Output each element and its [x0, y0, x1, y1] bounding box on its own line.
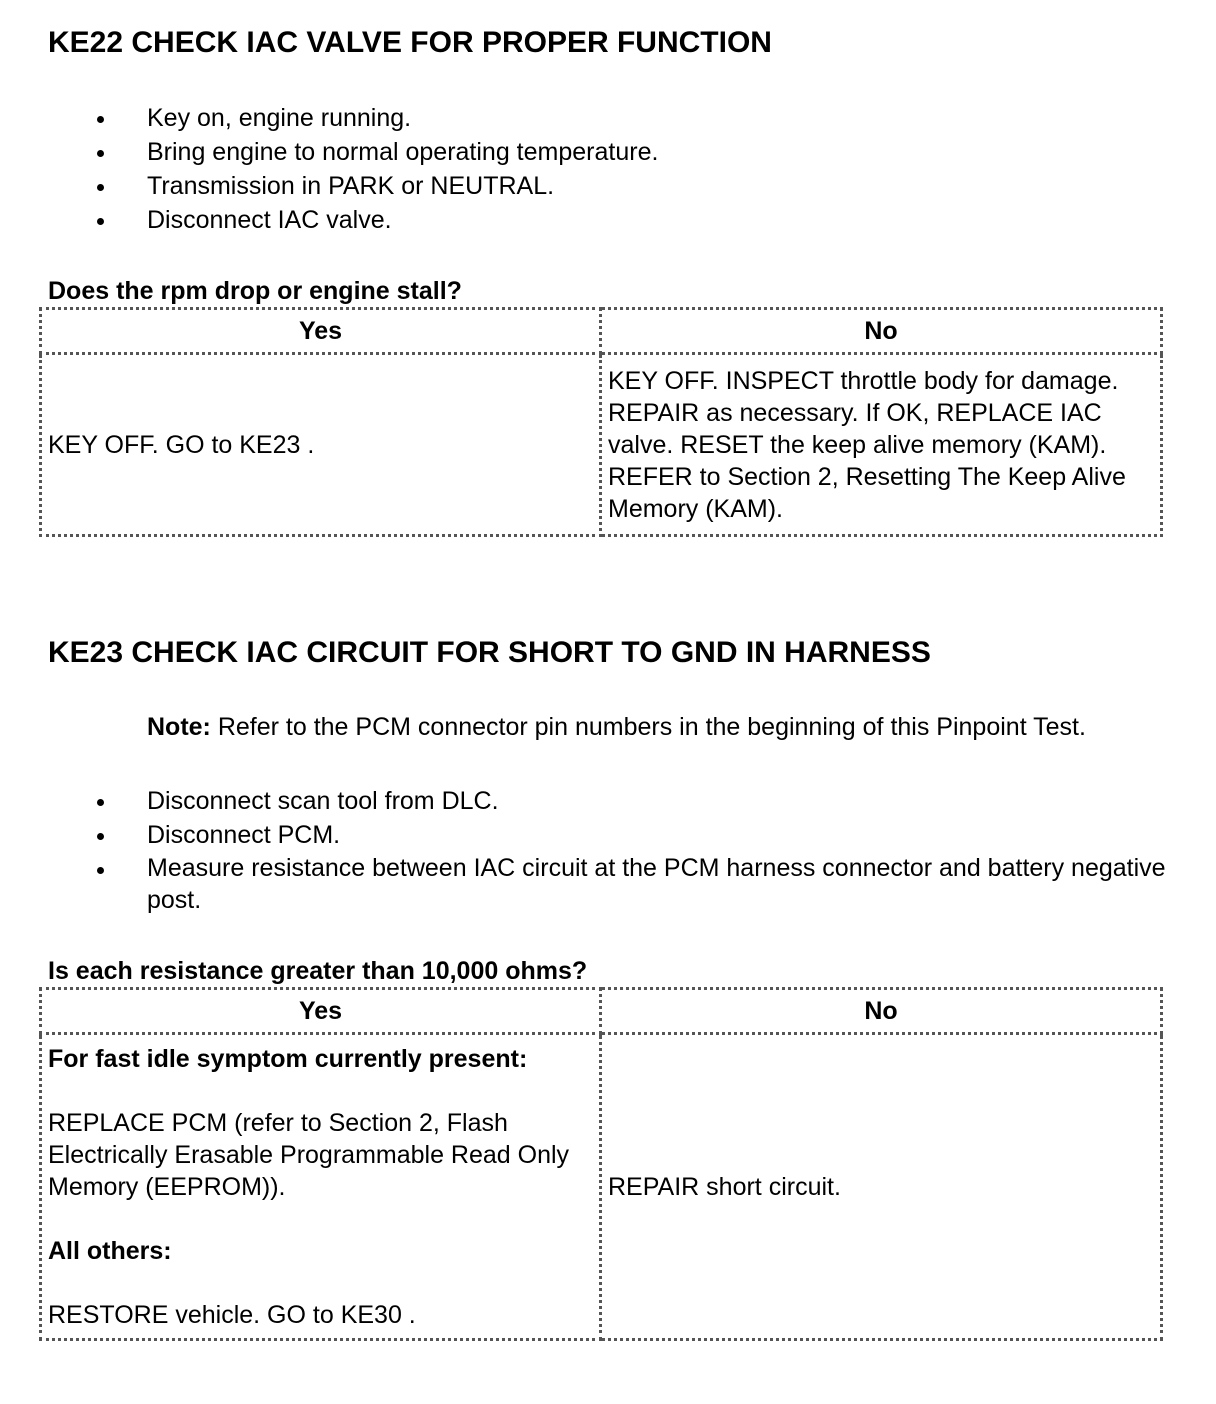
- section-title-ke22: KE22 CHECK IAC VALVE FOR PROPER FUNCTION: [48, 26, 772, 59]
- ke22-step-list: [95, 101, 1177, 237]
- section-title-ke23: KE23 CHECK IAC CIRCUIT FOR SHORT TO GND IN HARNESS: [48, 636, 931, 669]
- table-header-row: [41, 989, 1162, 1034]
- bullet-icon: [97, 799, 104, 806]
- yes-column-header: Yes: [41, 989, 601, 1034]
- no-cell: REPAIR short circuit.: [601, 1034, 1162, 1340]
- list-item: Measure resistance between IAC circuit at the PCM harness connector and battery negative post.: [95, 852, 1177, 916]
- bullet-icon: [97, 116, 104, 123]
- ke23-step-list: [95, 784, 1177, 916]
- list-item: Key on, engine running.: [95, 101, 1177, 135]
- yes-cell: KEY OFF. GO to KE23 .: [41, 354, 601, 536]
- ke23-decision-table: [39, 987, 1163, 1341]
- bullet-icon: [97, 218, 104, 225]
- no-column-header: No: [601, 309, 1162, 354]
- yes-cell: [41, 1034, 601, 1340]
- list-item: Disconnect IAC valve.: [95, 203, 1177, 237]
- list-item: Bring engine to normal operating temperature.: [95, 135, 1177, 169]
- note-label: Note:: [147, 713, 211, 741]
- bullet-icon: [97, 150, 104, 157]
- yes-subheading-fast-idle: For fast idle symptom currently present:: [48, 1044, 528, 1073]
- bullet-icon: [97, 184, 104, 191]
- yes-column-header: Yes: [41, 309, 601, 354]
- ke22-question: Does the rpm drop or engine stall?: [48, 277, 462, 305]
- no-cell: KEY OFF. INSPECT throttle body for damage. REPAIR as necessary. If OK, REPLACE IAC valve. RESET the keep alive memory (KAM). REFER to Section 2, Resetting The Keep Alive Memory (KAM).: [601, 354, 1162, 536]
- bullet-icon: [97, 833, 104, 840]
- table-row: [41, 1034, 1162, 1340]
- no-column-header: No: [601, 989, 1162, 1034]
- list-item: Disconnect PCM.: [95, 818, 1177, 852]
- yes-text-fast-idle: REPLACE PCM (refer to Section 2, Flash Electrically Erasable Programmable Read Only Memory (EEPROM)).: [48, 1108, 570, 1201]
- list-item: Transmission in PARK or NEUTRAL.: [95, 169, 1177, 203]
- yes-text-all-others: RESTORE vehicle. GO to KE30 .: [48, 1300, 416, 1329]
- list-item: Disconnect scan tool from DLC.: [95, 784, 1177, 818]
- yes-subheading-all-others: All others:: [48, 1236, 172, 1265]
- ke23-question: Is each resistance greater than 10,000 ohms?: [48, 957, 588, 985]
- note-text: Refer to the PCM connector pin numbers in the beginning of this Pinpoint Test.: [210, 713, 1086, 741]
- ke22-decision-table: [39, 307, 1163, 537]
- table-header-row: [41, 309, 1162, 354]
- ke23-note: [147, 712, 1086, 742]
- bullet-icon: [97, 867, 104, 874]
- table-row: [41, 354, 1162, 536]
